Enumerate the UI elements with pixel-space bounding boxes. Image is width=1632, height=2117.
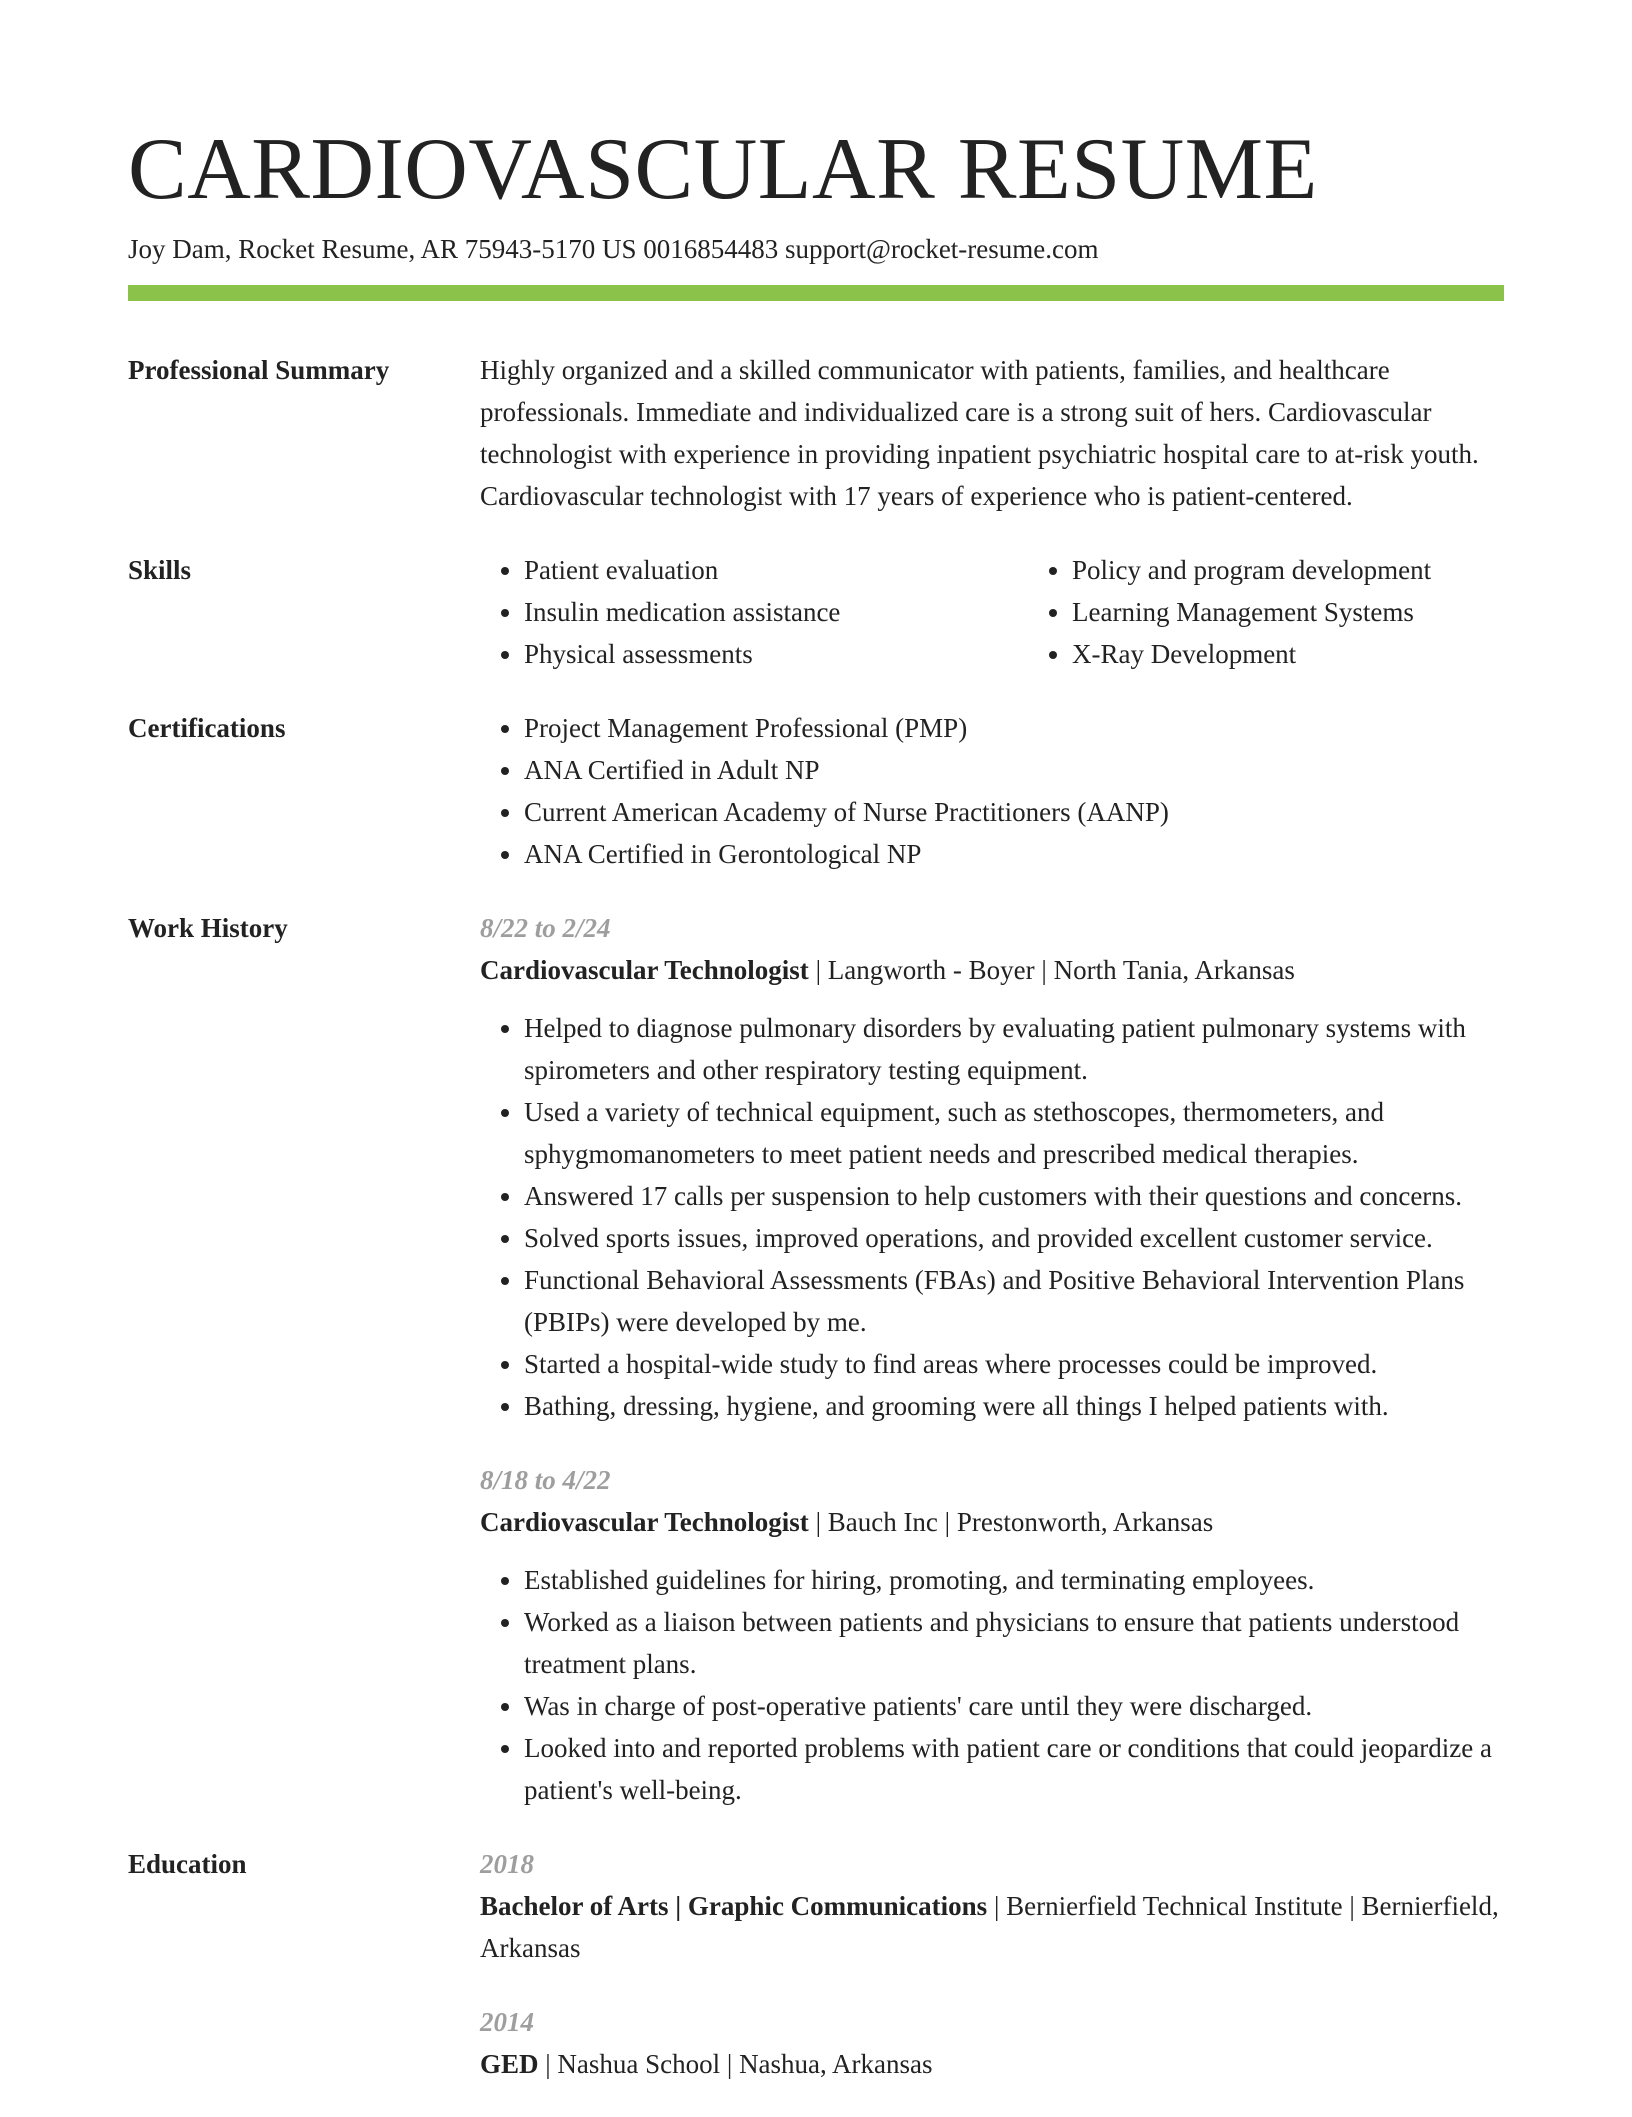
summary-text: Highly organized and a skilled communicator with patients, families, and healthcare professionals. Immediate and individualized care is a strong suit of hers. Cardiovascular technologist with experience in providing inpatient psychiatric hospital care to at-risk youth. Cardiovascular technologist with 17 years of experience who is patient-centered.: [480, 355, 1479, 511]
certification-item: • Current American Academy of Nurse Practitioners (AANP): [524, 791, 1504, 833]
job-dates: 8/18 to 4/22: [480, 1465, 611, 1495]
job-bullet: • Established guidelines for hiring, promoting, and terminating employees.: [524, 1559, 1504, 1601]
job-title: Cardiovascular Technologist: [480, 1507, 809, 1537]
separator: |: [1034, 955, 1054, 985]
section-label-work: Work History: [128, 913, 288, 943]
job-bullets: [480, 1007, 1504, 1427]
education-school: Nashua School: [557, 2049, 721, 2079]
section-label-summary: Professional Summary: [128, 355, 390, 385]
section-label-skills: Skills: [128, 555, 192, 585]
education-year: 2018: [480, 1849, 534, 1879]
section-label-certifications: Certifications: [128, 713, 286, 743]
separator: |: [937, 1507, 957, 1537]
job-location: North Tania, Arkansas: [1053, 955, 1295, 985]
job-bullet: • Bathing, dressing, hygiene, and grooming were all things I helped patients with.: [524, 1385, 1504, 1427]
education-heading: [480, 1885, 1504, 1969]
section-label-education: Education: [128, 1849, 247, 1879]
separator: |: [1342, 1891, 1362, 1921]
job-bullets: [480, 1559, 1504, 1811]
education-body: [480, 1843, 1504, 2085]
job-bullet: • Solved sports issues, improved operations, and provided excellent customer service.: [524, 1217, 1504, 1259]
skill-item: • Insulin medication assistance: [524, 591, 1028, 633]
summary-section: [128, 349, 1504, 517]
skills-list-left: [480, 549, 1028, 675]
resume-title: CARDIOVASCULAR RESUME: [128, 121, 1318, 218]
certification-item: • Project Management Professional (PMP): [524, 707, 1504, 749]
education-heading: [480, 2043, 1504, 2085]
job-entry: [480, 1459, 1504, 1811]
job-bullet: • Answered 17 calls per suspension to help customers with their questions and concerns.: [524, 1175, 1504, 1217]
job-title: Cardiovascular Technologist: [480, 955, 809, 985]
education-location: Nashua, Arkansas: [739, 2049, 933, 2079]
separator: |: [987, 1891, 1007, 1921]
education-degree: Bachelor of Arts | Graphic Communications: [480, 1891, 988, 1921]
certification-item: • ANA Certified in Adult NP: [524, 749, 1504, 791]
education-entry: [480, 1843, 1504, 1969]
job-heading: [480, 1501, 1504, 1543]
certifications-body: [480, 707, 1504, 875]
skill-item: • Patient evaluation: [524, 549, 1028, 591]
education-section: [128, 1843, 1504, 2085]
education-entry: [480, 2001, 1504, 2085]
job-bullet: • Used a variety of technical equipment, such as stethoscopes, thermometers, and sphygmomanometers to meet patient needs and prescribed medical therapies.: [524, 1091, 1504, 1175]
certifications-section: [128, 707, 1504, 875]
separator: |: [720, 2049, 740, 2079]
separator: |: [808, 1507, 828, 1537]
job-bullet: • Started a hospital-wide study to find areas where processes could be improved.: [524, 1343, 1504, 1385]
summary-body: [480, 349, 1504, 517]
job-location: Prestonworth, Arkansas: [956, 1507, 1214, 1537]
work-section: [128, 907, 1504, 1811]
skill-item: • Learning Management Systems: [1072, 591, 1576, 633]
job-heading: [480, 949, 1504, 991]
certifications-list: [480, 707, 1504, 875]
job-entry: [480, 907, 1504, 1427]
education-location: Bernierfield, Arkansas: [480, 1891, 1499, 1963]
skills-body: [480, 549, 1504, 675]
contact-line: Joy Dam, Rocket Resume, AR 75943-5170 US 0016854483 support@rocket-resume.com: [128, 234, 1099, 264]
skills-section: [128, 549, 1504, 675]
skill-item: • Policy and program development: [1072, 549, 1576, 591]
work-body: [480, 907, 1504, 1811]
job-bullet: • Helped to diagnose pulmonary disorders by evaluating patient pulmonary systems with spirometers and other respiratory testing equipment.: [524, 1007, 1504, 1091]
job-company: Bauch Inc: [827, 1507, 938, 1537]
separator: |: [538, 2049, 558, 2079]
job-bullet: • Functional Behavioral Assessments (FBAs) and Positive Behavioral Intervention Plans (PBIPs) were developed by me.: [524, 1259, 1504, 1343]
job-bullet: • Worked as a liaison between patients and physicians to ensure that patients understood treatment plans.: [524, 1601, 1504, 1685]
job-bullet: • Looked into and reported problems with patient care or conditions that could jeopardize a patient's well-being.: [524, 1727, 1504, 1811]
accent-divider: [128, 285, 1504, 301]
job-bullet: • Was in charge of post-operative patients' care until they were discharged.: [524, 1685, 1504, 1727]
separator: |: [808, 955, 828, 985]
skills-list-right: [1028, 549, 1576, 675]
skill-item: • X-Ray Development: [1072, 633, 1576, 675]
job-company: Langworth - Boyer: [827, 955, 1035, 985]
education-degree: GED: [480, 2049, 539, 2079]
certification-item: • ANA Certified in Gerontological NP: [524, 833, 1504, 875]
resume-sections: [128, 349, 1504, 2117]
education-school: Bernierfield Technical Institute: [1006, 1891, 1343, 1921]
education-year: 2014: [480, 2007, 534, 2037]
skill-item: • Physical assessments: [524, 633, 1028, 675]
job-dates: 8/22 to 2/24: [480, 913, 611, 943]
